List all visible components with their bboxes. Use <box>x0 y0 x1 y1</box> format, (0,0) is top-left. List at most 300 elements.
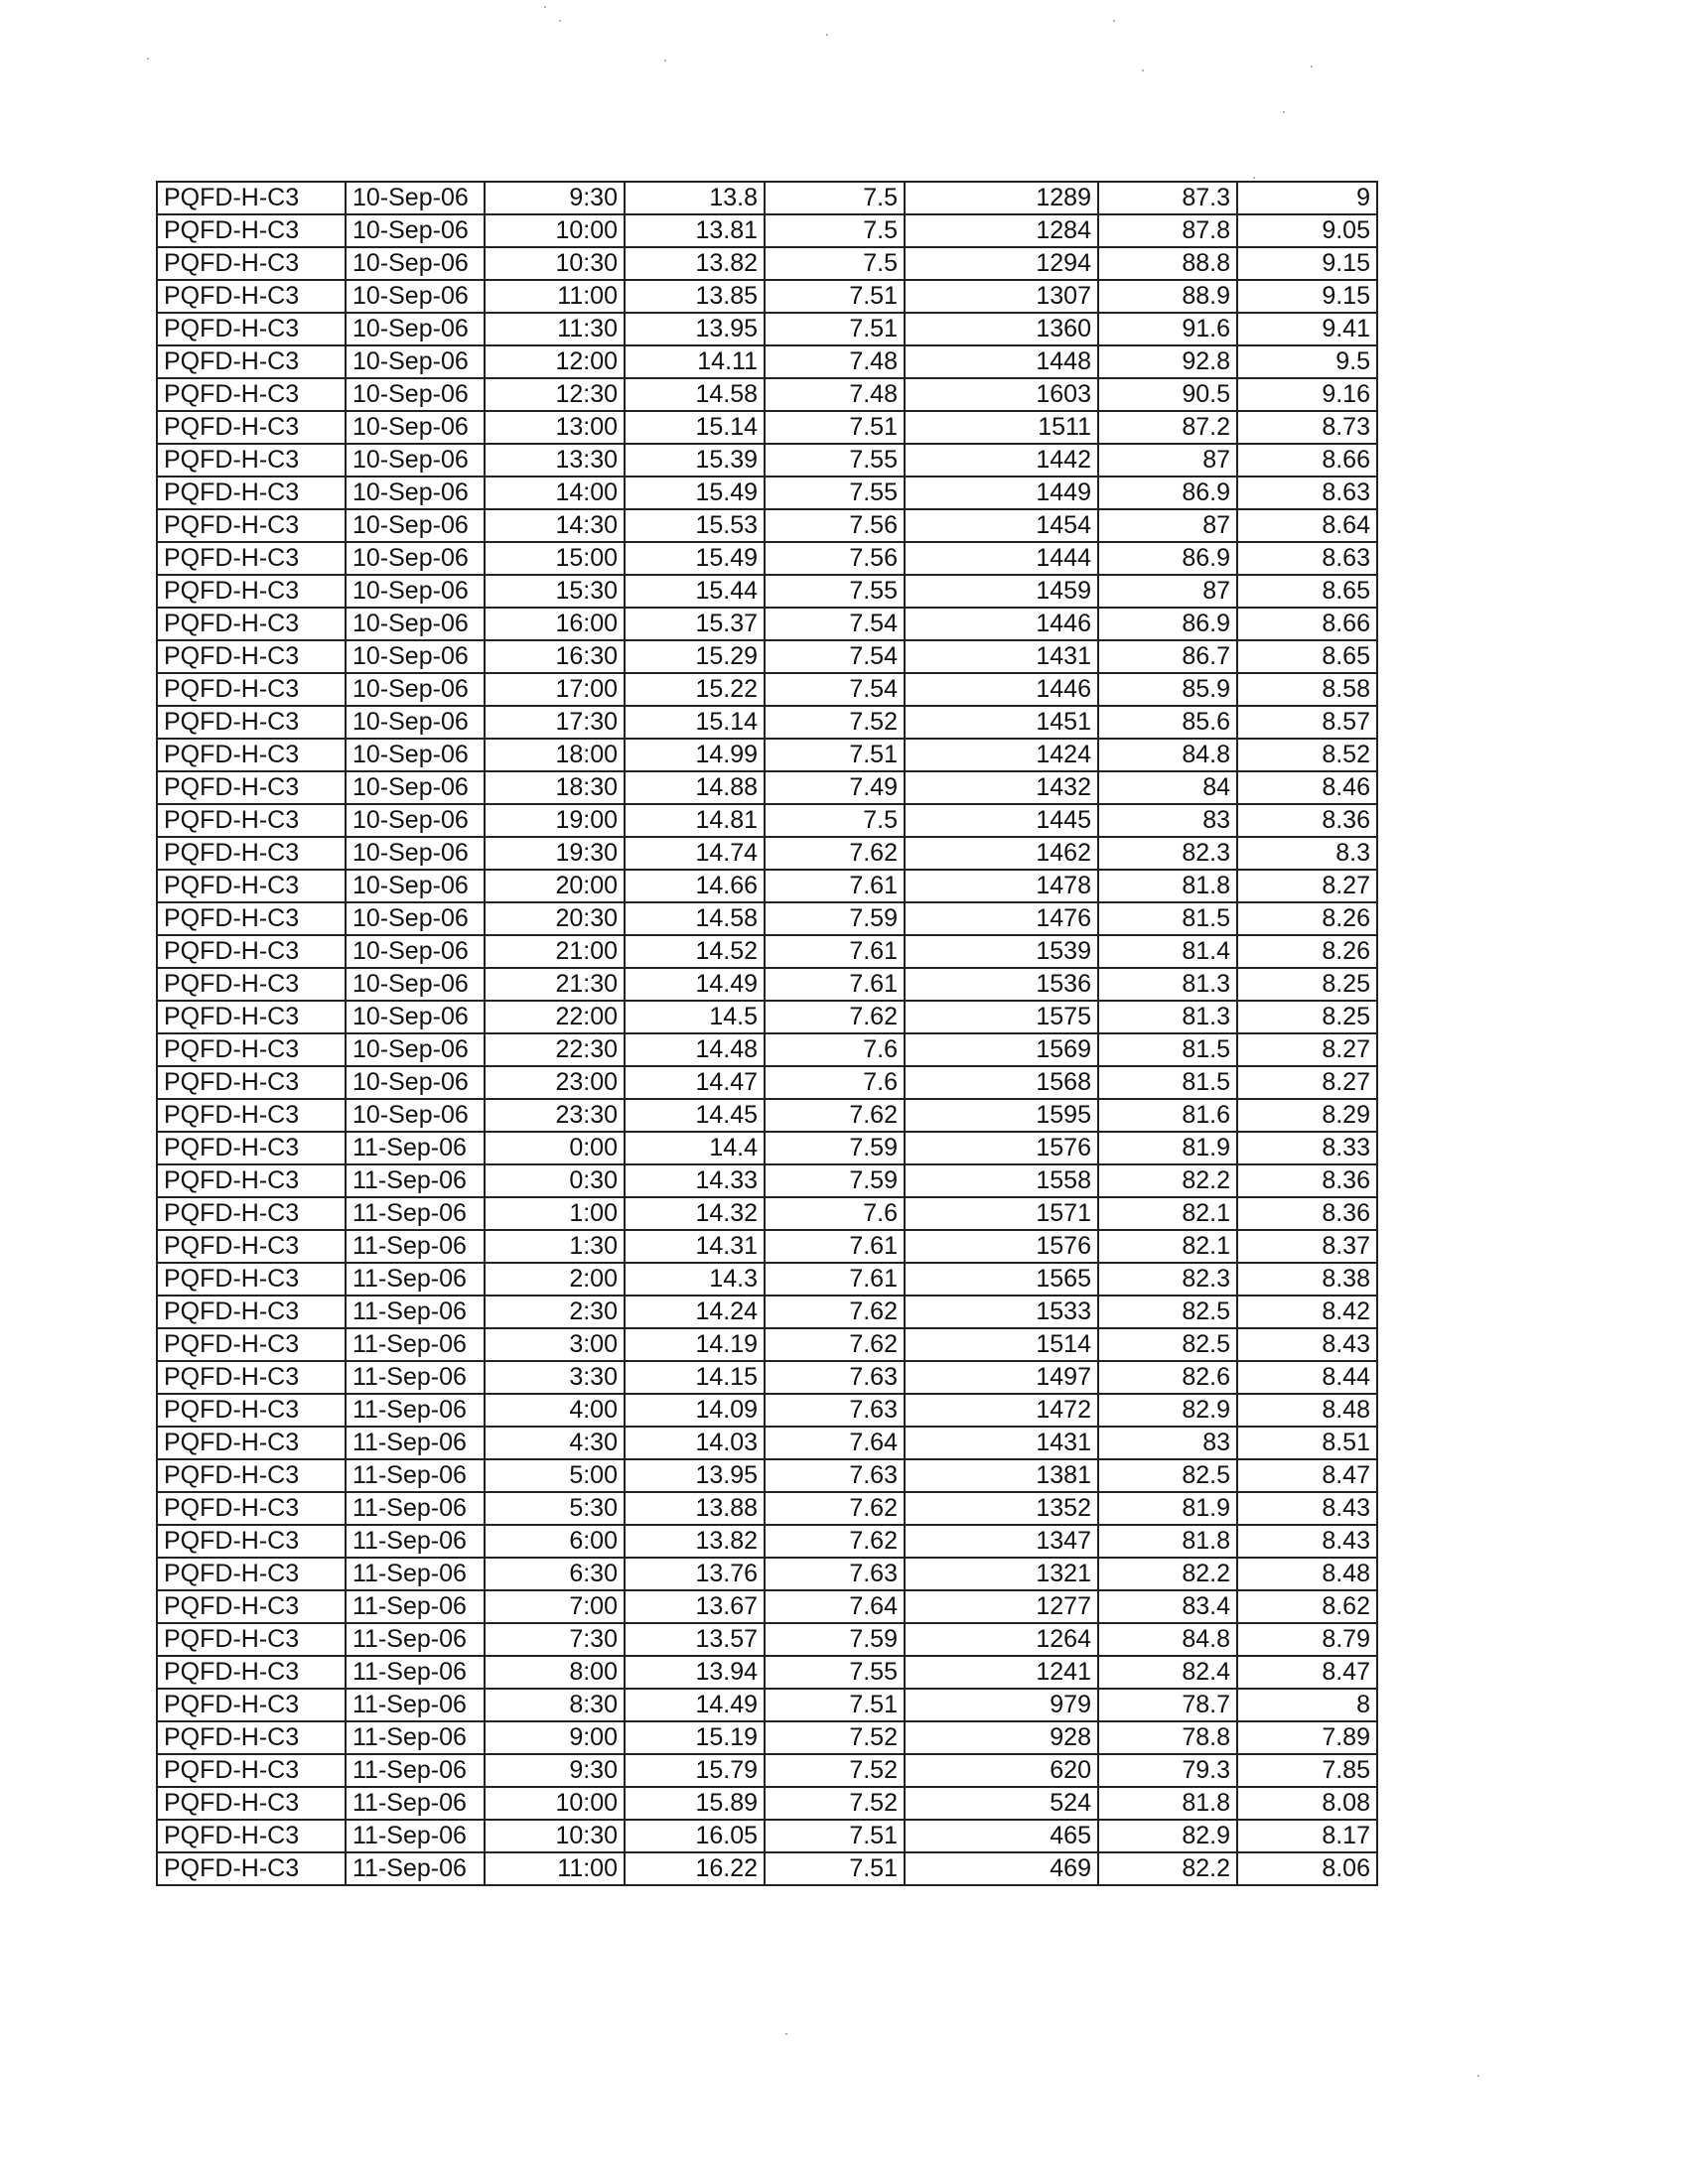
value-1-cell: 14.3 <box>625 1263 765 1296</box>
value-2-cell: 7.62 <box>765 1328 905 1361</box>
table-row <box>157 968 1377 1001</box>
station-id-cell: PQFD-H-C3 <box>157 1132 346 1164</box>
value-5-cell: 8.58 <box>1237 673 1377 706</box>
value-4-cell: 86.9 <box>1098 477 1237 509</box>
time-cell: 12:00 <box>485 345 625 378</box>
value-2-cell: 7.61 <box>765 935 905 968</box>
value-1-cell: 14.81 <box>625 804 765 837</box>
table-body <box>157 182 1377 1885</box>
value-1-cell: 14.58 <box>625 378 765 411</box>
value-1-cell: 14.99 <box>625 739 765 771</box>
value-4-cell: 84.8 <box>1098 1623 1237 1656</box>
scan-speck <box>1142 69 1144 71</box>
date-cell: 10-Sep-06 <box>346 608 485 640</box>
value-5-cell: 8.26 <box>1237 902 1377 935</box>
value-5-cell: 8.65 <box>1237 575 1377 608</box>
value-3-cell: 1424 <box>905 739 1098 771</box>
station-id-cell: PQFD-H-C3 <box>157 1721 346 1754</box>
value-2-cell: 7.62 <box>765 1525 905 1558</box>
table-row <box>157 345 1377 378</box>
value-5-cell: 9.15 <box>1237 247 1377 280</box>
value-4-cell: 82.3 <box>1098 837 1237 870</box>
value-2-cell: 7.54 <box>765 640 905 673</box>
value-4-cell: 81.5 <box>1098 902 1237 935</box>
value-4-cell: 84 <box>1098 771 1237 804</box>
value-2-cell: 7.62 <box>765 1296 905 1328</box>
date-cell: 11-Sep-06 <box>346 1164 485 1197</box>
station-id-cell: PQFD-H-C3 <box>157 1525 346 1558</box>
date-cell: 11-Sep-06 <box>346 1656 485 1689</box>
table-row <box>157 1787 1377 1820</box>
time-cell: 17:30 <box>485 706 625 739</box>
value-5-cell: 8.38 <box>1237 1263 1377 1296</box>
value-1-cell: 14.03 <box>625 1427 765 1459</box>
time-cell: 6:00 <box>485 1525 625 1558</box>
value-3-cell: 1360 <box>905 313 1098 345</box>
value-2-cell: 7.51 <box>765 280 905 313</box>
date-cell: 10-Sep-06 <box>346 968 485 1001</box>
value-2-cell: 7.63 <box>765 1558 905 1590</box>
time-cell: 19:30 <box>485 837 625 870</box>
value-2-cell: 7.51 <box>765 739 905 771</box>
value-5-cell: 8.27 <box>1237 870 1377 902</box>
value-2-cell: 7.52 <box>765 706 905 739</box>
value-5-cell: 8.52 <box>1237 739 1377 771</box>
scan-speck <box>1283 111 1285 113</box>
station-id-cell: PQFD-H-C3 <box>157 1164 346 1197</box>
value-1-cell: 14.52 <box>625 935 765 968</box>
date-cell: 10-Sep-06 <box>346 444 485 477</box>
value-5-cell: 8.33 <box>1237 1132 1377 1164</box>
value-2-cell: 7.5 <box>765 182 905 214</box>
value-3-cell: 1446 <box>905 673 1098 706</box>
table-row <box>157 1164 1377 1197</box>
value-4-cell: 82.3 <box>1098 1263 1237 1296</box>
date-cell: 11-Sep-06 <box>346 1394 485 1427</box>
date-cell: 11-Sep-06 <box>346 1459 485 1492</box>
value-1-cell: 15.37 <box>625 608 765 640</box>
value-5-cell: 8.79 <box>1237 1623 1377 1656</box>
value-3-cell: 1446 <box>905 608 1098 640</box>
time-cell: 17:00 <box>485 673 625 706</box>
value-2-cell: 7.52 <box>765 1787 905 1820</box>
station-id-cell: PQFD-H-C3 <box>157 1328 346 1361</box>
table-row <box>157 1820 1377 1852</box>
value-3-cell: 524 <box>905 1787 1098 1820</box>
table-row <box>157 477 1377 509</box>
value-2-cell: 7.51 <box>765 1820 905 1852</box>
value-2-cell: 7.55 <box>765 477 905 509</box>
date-cell: 10-Sep-06 <box>346 477 485 509</box>
value-4-cell: 87 <box>1098 509 1237 542</box>
value-1-cell: 15.49 <box>625 477 765 509</box>
value-4-cell: 83.4 <box>1098 1590 1237 1623</box>
station-id-cell: PQFD-H-C3 <box>157 411 346 444</box>
value-1-cell: 14.49 <box>625 1689 765 1721</box>
date-cell: 11-Sep-06 <box>346 1820 485 1852</box>
table-row <box>157 1689 1377 1721</box>
value-4-cell: 92.8 <box>1098 345 1237 378</box>
station-id-cell: PQFD-H-C3 <box>157 1459 346 1492</box>
time-cell: 9:30 <box>485 1754 625 1787</box>
time-cell: 14:30 <box>485 509 625 542</box>
value-4-cell: 81.9 <box>1098 1492 1237 1525</box>
table-row <box>157 280 1377 313</box>
value-3-cell: 1445 <box>905 804 1098 837</box>
scan-speck <box>785 2033 787 2035</box>
station-id-cell: PQFD-H-C3 <box>157 804 346 837</box>
station-id-cell: PQFD-H-C3 <box>157 1033 346 1066</box>
value-5-cell: 8.65 <box>1237 640 1377 673</box>
station-id-cell: PQFD-H-C3 <box>157 575 346 608</box>
value-3-cell: 1431 <box>905 1427 1098 1459</box>
table-row <box>157 1066 1377 1099</box>
scan-speck <box>559 20 561 22</box>
date-cell: 11-Sep-06 <box>346 1361 485 1394</box>
value-2-cell: 7.55 <box>765 575 905 608</box>
time-cell: 4:30 <box>485 1427 625 1459</box>
value-4-cell: 82.2 <box>1098 1558 1237 1590</box>
station-id-cell: PQFD-H-C3 <box>157 345 346 378</box>
value-1-cell: 13.81 <box>625 214 765 247</box>
value-1-cell: 13.82 <box>625 247 765 280</box>
time-cell: 18:00 <box>485 739 625 771</box>
station-id-cell: PQFD-H-C3 <box>157 1427 346 1459</box>
value-1-cell: 14.88 <box>625 771 765 804</box>
value-4-cell: 87.3 <box>1098 182 1237 214</box>
value-3-cell: 620 <box>905 1754 1098 1787</box>
value-4-cell: 81.8 <box>1098 870 1237 902</box>
value-2-cell: 7.55 <box>765 1656 905 1689</box>
value-1-cell: 14.24 <box>625 1296 765 1328</box>
value-3-cell: 1289 <box>905 182 1098 214</box>
value-3-cell: 1381 <box>905 1459 1098 1492</box>
value-3-cell: 465 <box>905 1820 1098 1852</box>
time-cell: 19:00 <box>485 804 625 837</box>
value-4-cell: 81.9 <box>1098 1132 1237 1164</box>
value-1-cell: 14.66 <box>625 870 765 902</box>
value-3-cell: 1321 <box>905 1558 1098 1590</box>
value-3-cell: 1565 <box>905 1263 1098 1296</box>
table-row <box>157 1197 1377 1230</box>
time-cell: 11:00 <box>485 280 625 313</box>
value-4-cell: 88.9 <box>1098 280 1237 313</box>
date-cell: 10-Sep-06 <box>346 411 485 444</box>
value-1-cell: 14.58 <box>625 902 765 935</box>
value-2-cell: 7.48 <box>765 345 905 378</box>
table-row <box>157 1525 1377 1558</box>
value-1-cell: 13.67 <box>625 1590 765 1623</box>
data-table <box>156 181 1378 1886</box>
value-4-cell: 87 <box>1098 444 1237 477</box>
value-5-cell: 8.73 <box>1237 411 1377 444</box>
time-cell: 22:30 <box>485 1033 625 1066</box>
value-5-cell: 8.66 <box>1237 444 1377 477</box>
value-1-cell: 14.09 <box>625 1394 765 1427</box>
time-cell: 13:00 <box>485 411 625 444</box>
time-cell: 16:00 <box>485 608 625 640</box>
time-cell: 5:30 <box>485 1492 625 1525</box>
time-cell: 1:30 <box>485 1230 625 1263</box>
value-5-cell: 8.63 <box>1237 542 1377 575</box>
date-cell: 11-Sep-06 <box>346 1492 485 1525</box>
value-4-cell: 81.6 <box>1098 1099 1237 1132</box>
station-id-cell: PQFD-H-C3 <box>157 837 346 870</box>
table-row <box>157 1001 1377 1033</box>
value-3-cell: 469 <box>905 1852 1098 1885</box>
value-5-cell: 8.48 <box>1237 1394 1377 1427</box>
station-id-cell: PQFD-H-C3 <box>157 1296 346 1328</box>
value-4-cell: 81.5 <box>1098 1033 1237 1066</box>
value-2-cell: 7.5 <box>765 247 905 280</box>
value-5-cell: 8.25 <box>1237 968 1377 1001</box>
value-3-cell: 1241 <box>905 1656 1098 1689</box>
value-3-cell: 1533 <box>905 1296 1098 1328</box>
station-id-cell: PQFD-H-C3 <box>157 739 346 771</box>
value-1-cell: 14.33 <box>625 1164 765 1197</box>
value-2-cell: 7.54 <box>765 608 905 640</box>
value-2-cell: 7.64 <box>765 1590 905 1623</box>
value-5-cell: 8.43 <box>1237 1328 1377 1361</box>
date-cell: 10-Sep-06 <box>346 673 485 706</box>
value-5-cell: 8.66 <box>1237 608 1377 640</box>
value-5-cell: 7.85 <box>1237 1754 1377 1787</box>
value-4-cell: 82.4 <box>1098 1656 1237 1689</box>
value-5-cell: 8.06 <box>1237 1852 1377 1885</box>
date-cell: 11-Sep-06 <box>346 1689 485 1721</box>
station-id-cell: PQFD-H-C3 <box>157 1099 346 1132</box>
date-cell: 10-Sep-06 <box>346 870 485 902</box>
value-3-cell: 1575 <box>905 1001 1098 1033</box>
table-row <box>157 1623 1377 1656</box>
value-1-cell: 15.19 <box>625 1721 765 1754</box>
value-3-cell: 1459 <box>905 575 1098 608</box>
table-row <box>157 313 1377 345</box>
value-4-cell: 86.9 <box>1098 542 1237 575</box>
station-id-cell: PQFD-H-C3 <box>157 182 346 214</box>
value-3-cell: 1264 <box>905 1623 1098 1656</box>
date-cell: 10-Sep-06 <box>346 575 485 608</box>
date-cell: 11-Sep-06 <box>346 1787 485 1820</box>
time-cell: 15:30 <box>485 575 625 608</box>
value-3-cell: 1511 <box>905 411 1098 444</box>
table-row <box>157 1099 1377 1132</box>
time-cell: 8:30 <box>485 1689 625 1721</box>
time-cell: 11:00 <box>485 1852 625 1885</box>
value-1-cell: 14.45 <box>625 1099 765 1132</box>
value-2-cell: 7.56 <box>765 542 905 575</box>
value-1-cell: 15.49 <box>625 542 765 575</box>
time-cell: 22:00 <box>485 1001 625 1033</box>
table-row <box>157 1394 1377 1427</box>
date-cell: 10-Sep-06 <box>346 706 485 739</box>
value-5-cell: 8.36 <box>1237 1164 1377 1197</box>
value-4-cell: 87 <box>1098 575 1237 608</box>
table-row <box>157 247 1377 280</box>
table-row <box>157 1033 1377 1066</box>
time-cell: 21:30 <box>485 968 625 1001</box>
value-4-cell: 82.5 <box>1098 1328 1237 1361</box>
value-3-cell: 1352 <box>905 1492 1098 1525</box>
value-4-cell: 78.7 <box>1098 1689 1237 1721</box>
value-2-cell: 7.61 <box>765 870 905 902</box>
value-1-cell: 13.82 <box>625 1525 765 1558</box>
value-5-cell: 8.48 <box>1237 1558 1377 1590</box>
date-cell: 10-Sep-06 <box>346 1099 485 1132</box>
value-4-cell: 82.2 <box>1098 1164 1237 1197</box>
value-4-cell: 87.8 <box>1098 214 1237 247</box>
value-2-cell: 7.59 <box>765 1623 905 1656</box>
value-3-cell: 1449 <box>905 477 1098 509</box>
time-cell: 20:00 <box>485 870 625 902</box>
date-cell: 10-Sep-06 <box>346 182 485 214</box>
date-cell: 10-Sep-06 <box>346 313 485 345</box>
value-2-cell: 7.61 <box>765 1263 905 1296</box>
value-2-cell: 7.6 <box>765 1066 905 1099</box>
value-2-cell: 7.59 <box>765 902 905 935</box>
scan-speck <box>826 34 828 36</box>
station-id-cell: PQFD-H-C3 <box>157 640 346 673</box>
value-3-cell: 1454 <box>905 509 1098 542</box>
value-1-cell: 14.4 <box>625 1132 765 1164</box>
date-cell: 10-Sep-06 <box>346 280 485 313</box>
time-cell: 9:00 <box>485 1721 625 1754</box>
station-id-cell: PQFD-H-C3 <box>157 608 346 640</box>
value-3-cell: 1571 <box>905 1197 1098 1230</box>
date-cell: 10-Sep-06 <box>346 837 485 870</box>
table-row <box>157 1230 1377 1263</box>
value-3-cell: 1432 <box>905 771 1098 804</box>
time-cell: 12:30 <box>485 378 625 411</box>
value-4-cell: 81.5 <box>1098 1066 1237 1099</box>
value-5-cell: 9 <box>1237 182 1377 214</box>
date-cell: 10-Sep-06 <box>346 542 485 575</box>
table-row <box>157 706 1377 739</box>
table-row <box>157 739 1377 771</box>
table-row <box>157 1263 1377 1296</box>
value-5-cell: 8.17 <box>1237 1820 1377 1852</box>
value-4-cell: 83 <box>1098 1427 1237 1459</box>
value-5-cell: 9.5 <box>1237 345 1377 378</box>
value-3-cell: 1462 <box>905 837 1098 870</box>
station-id-cell: PQFD-H-C3 <box>157 1001 346 1033</box>
value-3-cell: 1284 <box>905 214 1098 247</box>
value-3-cell: 1277 <box>905 1590 1098 1623</box>
time-cell: 7:00 <box>485 1590 625 1623</box>
value-2-cell: 7.61 <box>765 1230 905 1263</box>
value-5-cell: 8.3 <box>1237 837 1377 870</box>
value-3-cell: 1576 <box>905 1230 1098 1263</box>
table-row <box>157 444 1377 477</box>
scan-speck <box>544 6 546 8</box>
value-1-cell: 13.57 <box>625 1623 765 1656</box>
value-3-cell: 1431 <box>905 640 1098 673</box>
date-cell: 10-Sep-06 <box>346 1033 485 1066</box>
time-cell: 1:00 <box>485 1197 625 1230</box>
value-3-cell: 1444 <box>905 542 1098 575</box>
date-cell: 10-Sep-06 <box>346 378 485 411</box>
value-2-cell: 7.56 <box>765 509 905 542</box>
value-5-cell: 8.43 <box>1237 1492 1377 1525</box>
station-id-cell: PQFD-H-C3 <box>157 1558 346 1590</box>
time-cell: 11:30 <box>485 313 625 345</box>
value-3-cell: 1568 <box>905 1066 1098 1099</box>
value-1-cell: 14.49 <box>625 968 765 1001</box>
value-1-cell: 15.53 <box>625 509 765 542</box>
value-2-cell: 7.52 <box>765 1721 905 1754</box>
station-id-cell: PQFD-H-C3 <box>157 1263 346 1296</box>
time-cell: 15:00 <box>485 542 625 575</box>
value-4-cell: 78.8 <box>1098 1721 1237 1754</box>
value-5-cell: 8.63 <box>1237 477 1377 509</box>
value-3-cell: 1478 <box>905 870 1098 902</box>
value-3-cell: 1497 <box>905 1361 1098 1394</box>
table-row <box>157 771 1377 804</box>
value-5-cell: 7.89 <box>1237 1721 1377 1754</box>
table-row <box>157 837 1377 870</box>
table-row <box>157 640 1377 673</box>
value-4-cell: 84.8 <box>1098 739 1237 771</box>
value-3-cell: 1476 <box>905 902 1098 935</box>
date-cell: 11-Sep-06 <box>346 1721 485 1754</box>
table-row <box>157 935 1377 968</box>
date-cell: 11-Sep-06 <box>346 1263 485 1296</box>
value-4-cell: 82.9 <box>1098 1394 1237 1427</box>
time-cell: 2:30 <box>485 1296 625 1328</box>
station-id-cell: PQFD-H-C3 <box>157 313 346 345</box>
station-id-cell: PQFD-H-C3 <box>157 673 346 706</box>
scan-speck <box>1113 20 1115 22</box>
date-cell: 11-Sep-06 <box>346 1623 485 1656</box>
date-cell: 10-Sep-06 <box>346 935 485 968</box>
value-3-cell: 1576 <box>905 1132 1098 1164</box>
value-5-cell: 9.05 <box>1237 214 1377 247</box>
table-row <box>157 1459 1377 1492</box>
value-3-cell: 1307 <box>905 280 1098 313</box>
value-4-cell: 82.2 <box>1098 1852 1237 1885</box>
time-cell: 23:00 <box>485 1066 625 1099</box>
table-row <box>157 1132 1377 1164</box>
station-id-cell: PQFD-H-C3 <box>157 1394 346 1427</box>
date-cell: 11-Sep-06 <box>346 1852 485 1885</box>
value-3-cell: 1472 <box>905 1394 1098 1427</box>
value-3-cell: 979 <box>905 1689 1098 1721</box>
table-row <box>157 1721 1377 1754</box>
value-3-cell: 1539 <box>905 935 1098 968</box>
station-id-cell: PQFD-H-C3 <box>157 542 346 575</box>
scan-speck <box>1477 2075 1479 2077</box>
value-1-cell: 13.85 <box>625 280 765 313</box>
value-1-cell: 13.88 <box>625 1492 765 1525</box>
date-cell: 10-Sep-06 <box>346 509 485 542</box>
table-row <box>157 1590 1377 1623</box>
table-row <box>157 1754 1377 1787</box>
value-2-cell: 7.48 <box>765 378 905 411</box>
time-cell: 2:00 <box>485 1263 625 1296</box>
value-3-cell: 1595 <box>905 1099 1098 1132</box>
value-2-cell: 7.55 <box>765 444 905 477</box>
station-id-cell: PQFD-H-C3 <box>157 1590 346 1623</box>
value-4-cell: 90.5 <box>1098 378 1237 411</box>
value-4-cell: 82.5 <box>1098 1459 1237 1492</box>
station-id-cell: PQFD-H-C3 <box>157 1852 346 1885</box>
value-4-cell: 85.9 <box>1098 673 1237 706</box>
value-4-cell: 82.1 <box>1098 1197 1237 1230</box>
time-cell: 13:30 <box>485 444 625 477</box>
value-2-cell: 7.63 <box>765 1459 905 1492</box>
time-cell: 3:30 <box>485 1361 625 1394</box>
value-1-cell: 16.05 <box>625 1820 765 1852</box>
